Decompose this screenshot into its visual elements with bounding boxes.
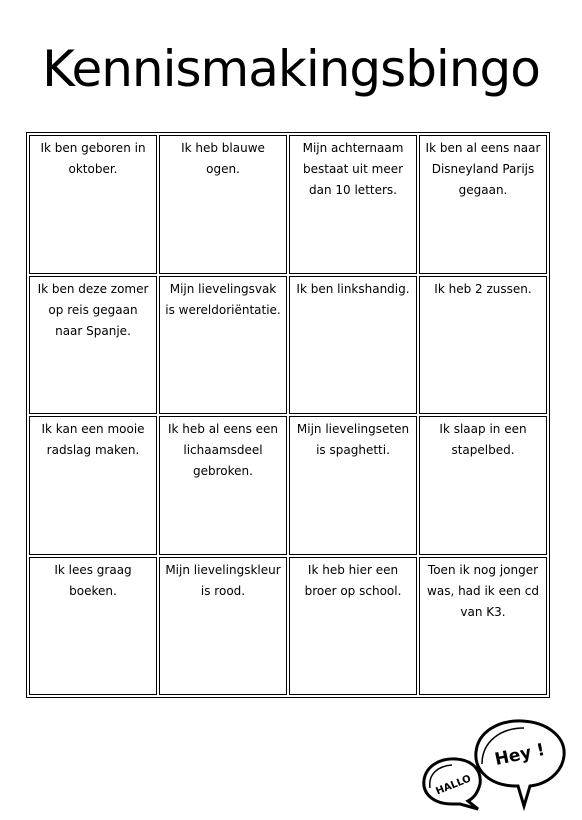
bingo-cell: Mijn achternaam bestaat uit meer dan 10 letters.	[289, 135, 417, 274]
bingo-cell: Ik ben geboren in oktober.	[29, 135, 157, 274]
bingo-cell: Ik heb al eens een lichaamsdeel gebroken.	[159, 416, 287, 555]
bingo-cell: Ik lees graag boeken.	[29, 557, 157, 696]
bingo-cell: Ik heb 2 zussen.	[419, 276, 547, 415]
bingo-cell: Toen ik nog jonger was, had ik een cd van K3.	[419, 557, 547, 696]
page-title: Kennismakingsbingo	[42, 40, 540, 98]
bingo-cell: Ik ben deze zomer op reis gegaan naar Spanje.	[29, 276, 157, 415]
bingo-cell: Ik heb blauwe ogen.	[159, 135, 287, 274]
speech-bubbles-illustration	[420, 712, 570, 812]
bingo-cell: Mijn lievelingsvak is wereldoriëntatie.	[159, 276, 287, 415]
bingo-cell: Ik heb hier een broer op school.	[289, 557, 417, 696]
small-speech-bubble-icon	[424, 759, 480, 809]
bingo-cell: Ik ben al eens naar Disneyland Parijs gegaan.	[419, 135, 547, 274]
bingo-cell: Ik slaap in een stapelbed.	[419, 416, 547, 555]
bingo-cell: Ik ben linkshandig.	[289, 276, 417, 415]
bingo-grid	[26, 132, 550, 698]
bingo-cell: Ik kan een mooie radslag maken.	[29, 416, 157, 555]
bingo-cell: Mijn lievelingskleur is rood.	[159, 557, 287, 696]
large-speech-bubble-icon	[476, 721, 564, 806]
large-bubble-text: Hey !	[493, 739, 547, 771]
small-bubble-text: HALLO	[434, 773, 473, 798]
bingo-cell: Mijn lievelingseten is spaghetti.	[289, 416, 417, 555]
